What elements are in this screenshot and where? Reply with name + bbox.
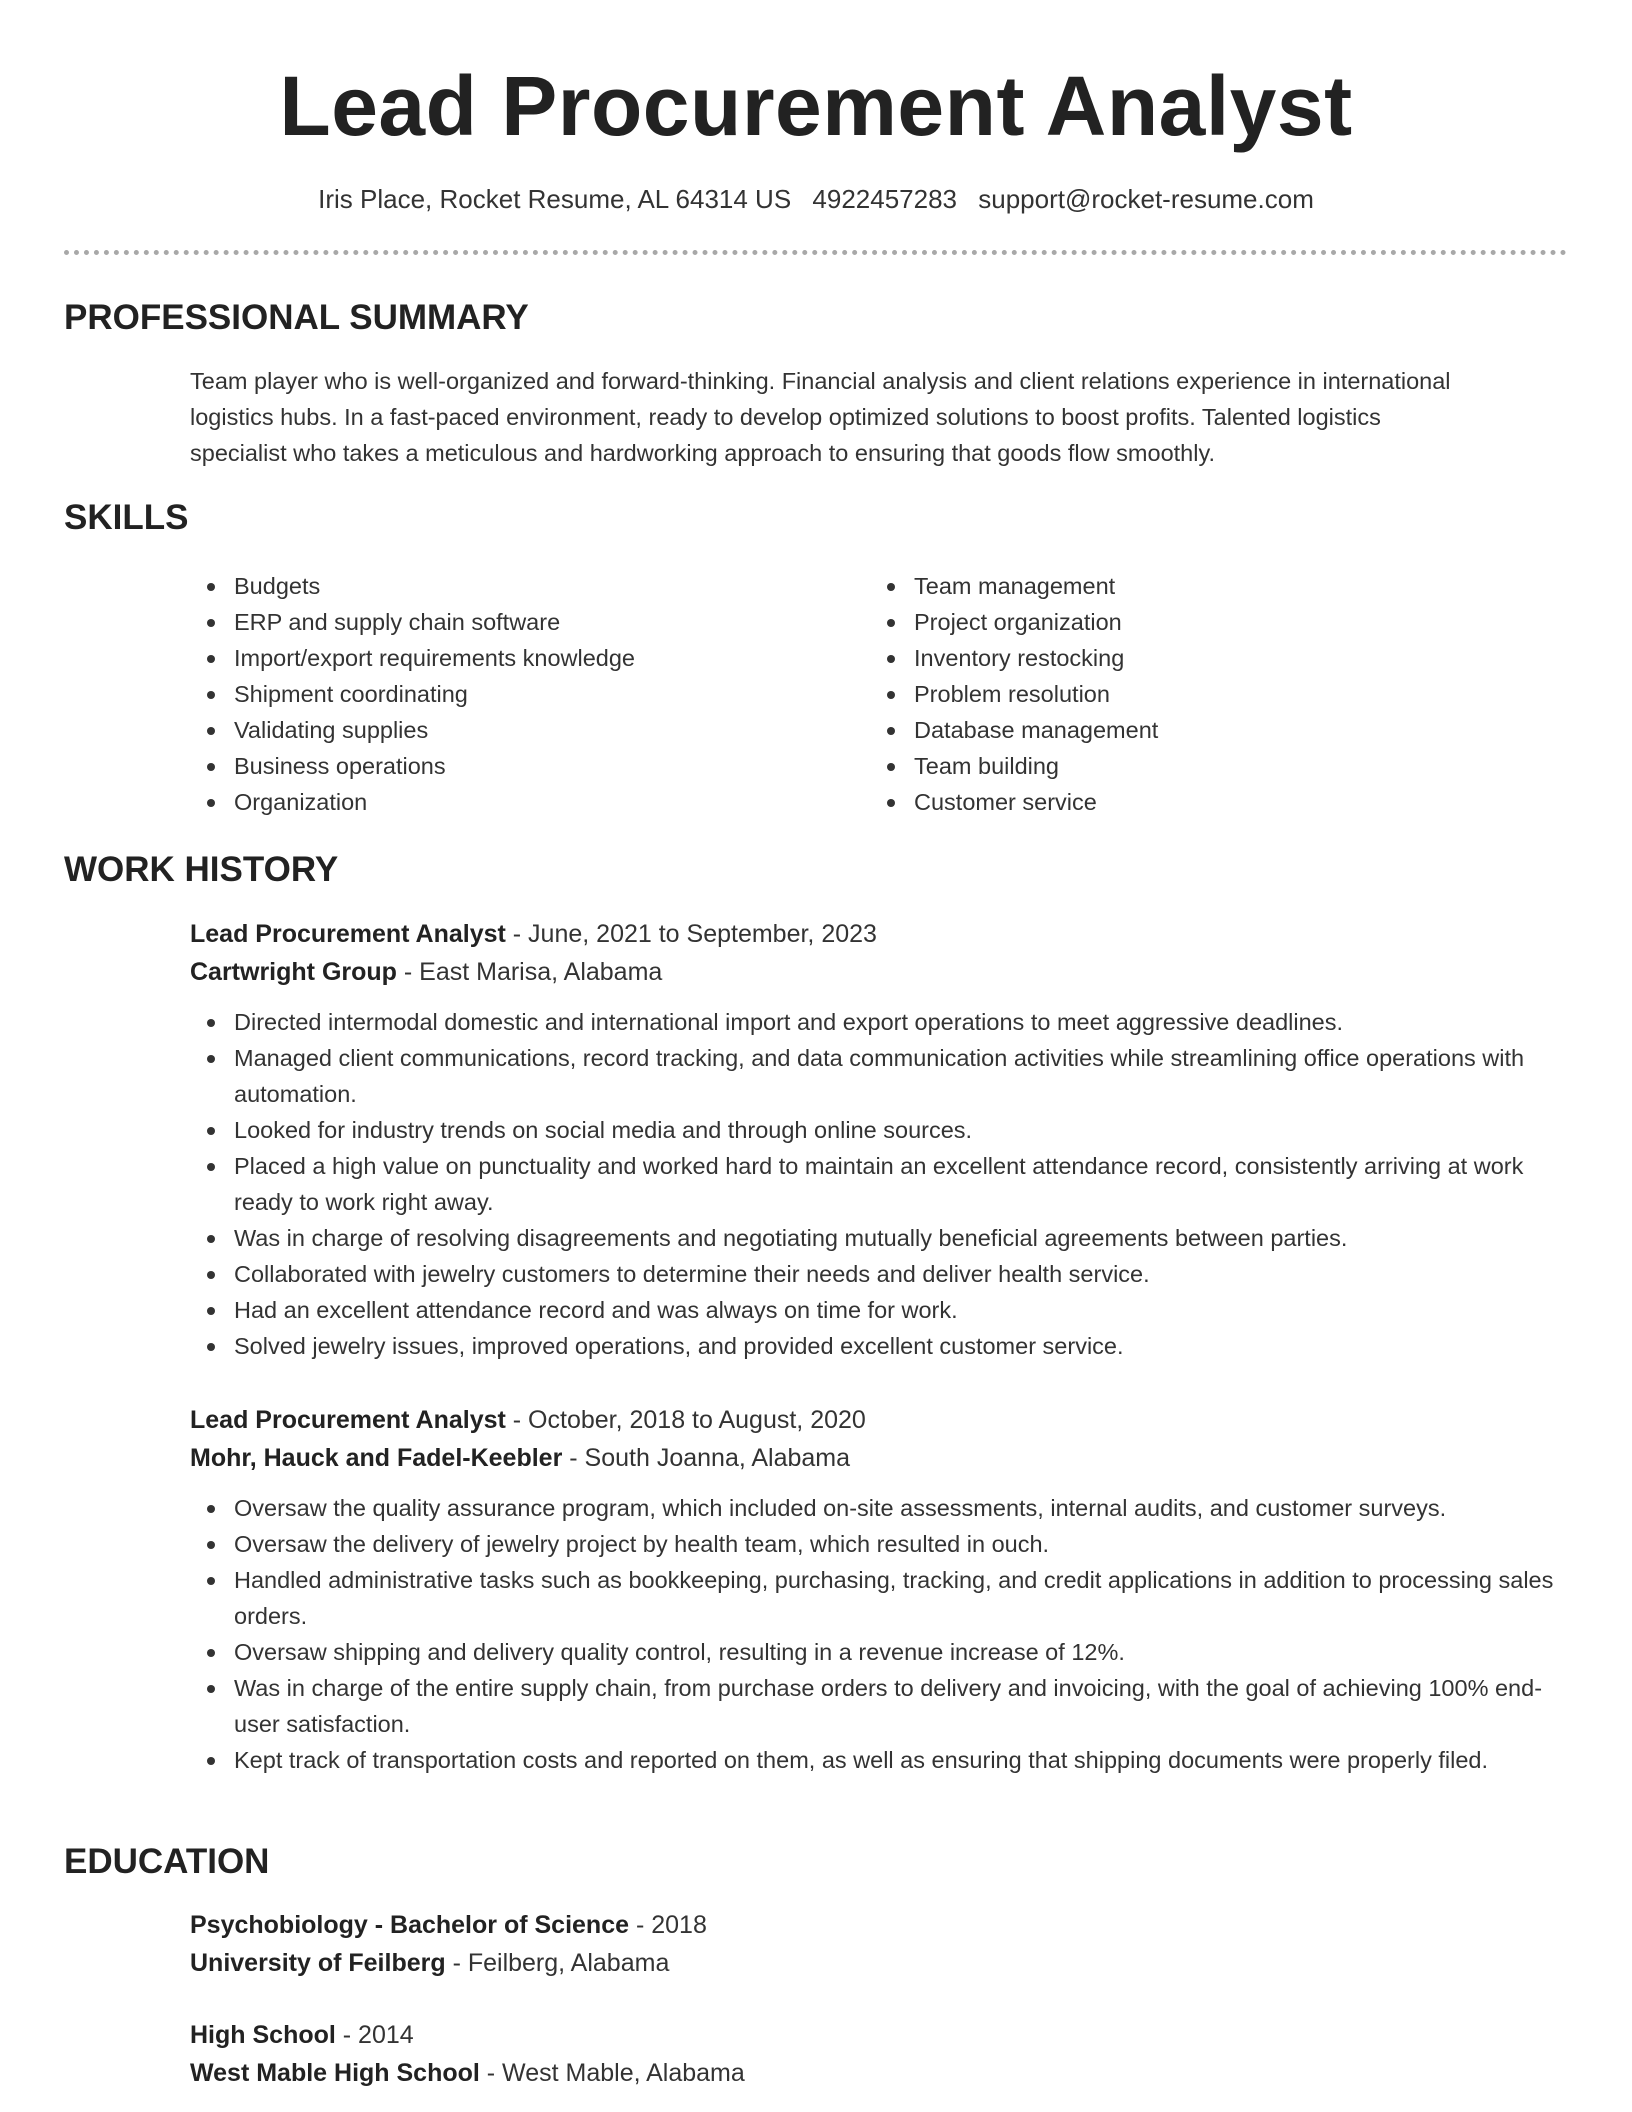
contact-phone: 4922457283 — [812, 184, 958, 214]
contact-line — [0, 182, 1632, 216]
job-duty: Looked for industry trends on social media and through online sources. — [190, 1112, 1570, 1148]
skill-item: Budgets — [190, 568, 830, 604]
education-year: - 2014 — [335, 2021, 414, 2049]
skill-item: Project organization — [870, 604, 1510, 640]
header-divider — [64, 250, 1567, 255]
skills-column-left — [190, 568, 830, 820]
education-school: West Mable High School — [190, 2059, 480, 2087]
education-degree: Psychobiology - Bachelor of Science — [190, 1911, 630, 1939]
education-degree-line — [190, 1906, 707, 1944]
job-company-line — [190, 953, 662, 991]
skills-column-right — [870, 568, 1510, 820]
job-duty: Kept track of transportation costs and reported on them, as well as ensuring that shipping documents were properly filed. — [190, 1742, 1570, 1778]
skill-item: Organization — [190, 784, 830, 820]
job-role: Lead Procurement Analyst — [190, 920, 506, 948]
job-duty: Was in charge of the entire supply chain, from purchase orders to delivery and invoicing, with the goal of achieving 100% end-user satisfaction. — [190, 1670, 1570, 1742]
education-school-line — [190, 2054, 745, 2092]
job-dates: - June, 2021 to September, 2023 — [505, 920, 877, 948]
job-title-line — [190, 915, 877, 953]
summary-line: specialist who takes a meticulous and hardworking approach to ensuring that goods flow smoothly. — [190, 440, 1215, 466]
skill-item: Import/export requirements knowledge — [190, 640, 830, 676]
candidate-name: Lead Procurement Analyst — [279, 59, 1353, 153]
job-company-line — [190, 1439, 850, 1477]
contact-address: Iris Place, Rocket Resume, AL 64314 US — [318, 184, 792, 214]
job-duty: Oversaw the quality assurance program, which included on-site assessments, internal audits, and customer surveys. — [190, 1490, 1570, 1526]
skill-item: Shipment coordinating — [190, 676, 830, 712]
skills-heading: SKILLS — [64, 498, 189, 537]
job-duty: Directed intermodal domestic and international import and export operations to meet aggressive deadlines. — [190, 1004, 1570, 1040]
job-dates: - October, 2018 to August, 2020 — [505, 1406, 866, 1434]
education-school: University of Feilberg — [190, 1949, 446, 1977]
summary-line: logistics hubs. In a fast-paced environment, ready to develop optimized solutions to boost profits. Talented logistics — [190, 404, 1381, 430]
job-duty: Collaborated with jewelry customers to determine their needs and deliver health service. — [190, 1256, 1570, 1292]
job-duty: Oversaw shipping and delivery quality control, resulting in a revenue increase of 12%. — [190, 1634, 1570, 1670]
skill-item: Business operations — [190, 748, 830, 784]
job-location: - East Marisa, Alabama — [396, 958, 663, 986]
education-heading: EDUCATION — [64, 1842, 270, 1881]
job-duty: Oversaw the delivery of jewelry project by health team, which resulted in ouch. — [190, 1526, 1570, 1562]
job-title-line — [190, 1401, 866, 1439]
summary-line: Team player who is well-organized and forward-thinking. Financial analysis and client relations experience in international — [190, 368, 1451, 394]
skill-item: Inventory restocking — [870, 640, 1510, 676]
education-year: - 2018 — [629, 1911, 707, 1939]
skill-item: Database management — [870, 712, 1510, 748]
job-location: - South Joanna, Alabama — [562, 1444, 851, 1472]
job-duty: Handled administrative tasks such as bookkeeping, purchasing, tracking, and credit applications in addition to processing sales orders. — [190, 1562, 1570, 1634]
education-school-line — [190, 1944, 669, 1982]
summary-heading: PROFESSIONAL SUMMARY — [64, 298, 529, 337]
job-duty: Was in charge of resolving disagreements and negotiating mutually beneficial agreements between parties. — [190, 1220, 1570, 1256]
job-duty: Placed a high value on punctuality and worked hard to maintain an excellent attendance record, consistently arriving at work ready to work right away. — [190, 1148, 1570, 1220]
job-duty: Had an excellent attendance record and was always on time for work. — [190, 1292, 1570, 1328]
skill-item: Customer service — [870, 784, 1510, 820]
job-company: Mohr, Hauck and Fadel-Keebler — [190, 1444, 563, 1472]
education-degree: High School — [190, 2021, 336, 2049]
contact-email: support@rocket-resume.com — [978, 184, 1314, 214]
job-duties-list — [190, 1004, 1570, 1364]
job-company: Cartwright Group — [190, 958, 397, 986]
job-duties-list — [190, 1490, 1570, 1778]
skill-item: Team building — [870, 748, 1510, 784]
education-degree-line — [190, 2016, 414, 2054]
work-history-heading: WORK HISTORY — [64, 850, 339, 889]
job-duty: Solved jewelry issues, improved operations, and provided excellent customer service. — [190, 1328, 1570, 1364]
skill-item: Problem resolution — [870, 676, 1510, 712]
summary-text — [190, 363, 1570, 471]
skill-item: ERP and supply chain software — [190, 604, 830, 640]
education-location: - Feilberg, Alabama — [445, 1949, 670, 1977]
education-location: - West Mable, Alabama — [479, 2059, 745, 2087]
job-duty: Managed client communications, record tracking, and data communication activities while streamlining office operations with automation. — [190, 1040, 1570, 1112]
job-role: Lead Procurement Analyst — [190, 1406, 506, 1434]
skill-item: Team management — [870, 568, 1510, 604]
skill-item: Validating supplies — [190, 712, 830, 748]
